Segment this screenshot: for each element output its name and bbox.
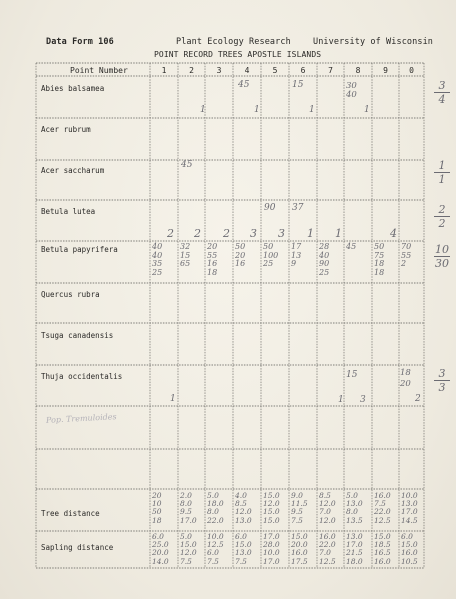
tree-distance-c8-value: 8.0 [346,507,358,517]
lutea-c2: 2 [194,227,201,240]
sapling-distance-c4 [235,533,261,566]
tree-distance-c5-value: 15.0 [263,515,280,525]
sapling-distance-c4-value: 13.0 [235,548,252,558]
column-number-4: 4 [244,66,250,75]
papyrifera-c5 [263,243,289,269]
row-label-thuja: Thuja occidentalis [41,372,123,381]
sapling-distance-c6-value: 17.5 [291,556,308,566]
tree-distance-c0-value: 17.0 [401,507,418,517]
sapling-distance-c0-value: 10.5 [401,556,418,566]
tree-distance-c7-value: 8.5 [319,491,331,500]
tree-distance-c9-value: 12.5 [374,515,391,525]
point-number-header: Point Number [70,66,128,75]
tree-distance-c3-value: 18.0 [207,499,224,509]
column-number-8: 8 [355,66,361,75]
sapling-distance-c9-value: 15.0 [374,532,391,541]
tree-distance-c7-value: 12.0 [319,499,336,509]
papyrifera-c3-value: 16 [207,259,218,268]
abies-c8-top: 30 40 [346,81,357,100]
sapling-distance-c4-value: 6.0 [235,532,247,541]
tree-distance-c3-value: 22.0 [207,515,224,525]
tree-distance-c8-value: 13.0 [346,499,363,509]
thuja-c0-top: 18 20 [400,368,411,389]
sapling-distance-c7-value: 12.5 [319,556,336,566]
papyrifera-c3-value: 20 [207,242,218,251]
papyrifera-c2-value: 15 [180,250,191,260]
tree-distance-c9-value: 16.0 [374,491,391,500]
papyrifera-c2 [180,243,206,269]
sapling-distance-c9-value: 16.5 [374,548,391,558]
tree-distance-c0-value: 10.0 [401,491,418,500]
margin-tally-abies: 3 4 [434,80,450,105]
sapling-distance-c8-value: 13.0 [346,532,363,541]
sapling-distance-c6-value: 20.0 [291,540,308,550]
tree-distance-c7-value: 7.0 [319,507,331,517]
papyrifera-c9 [374,243,400,277]
form-title: POINT RECORD TREES APOSTLE ISLANDS [154,50,322,59]
row-label-tsuga: Tsuga canadensis [41,331,114,340]
tree-distance-c9 [374,492,400,525]
papyrifera-c8 [346,243,372,252]
tree-distance-c2-value: 2.0 [180,491,192,500]
lutea-c5-top: 90 [264,203,276,213]
lutea-c6-top: 37 [292,203,304,213]
column-number-3: 3 [216,66,222,75]
column-number-1: 1 [161,66,167,75]
tree-distance-c7 [319,492,345,525]
sapling-distance-c5-value: 10.0 [263,548,280,558]
sapling-distance-c9 [374,533,400,566]
sapling-distance-c3-value: 6.0 [207,548,219,558]
tree-distance-c1-value: 20 [152,491,162,500]
acer-sacch-c2-top: 45 [181,160,193,170]
tree-distance-c9-value: 22.0 [374,507,391,517]
tree-distance-c2-value: 8.0 [180,499,192,509]
tree-distance-c3 [207,492,233,525]
sapling-distance-c6 [291,533,317,566]
tree-distance-c1 [152,492,178,525]
tree-distance-c1-value: 10 [152,499,162,509]
sapling-distance-c0 [401,533,427,566]
tree-distance-c0 [401,492,427,525]
tree-distance-c5-value: 15.0 [263,491,280,500]
column-number-2: 2 [189,66,194,75]
papyrifera-c5-value: 25 [263,259,274,268]
sapling-distance-c3-value: 12.5 [207,540,224,550]
papyrifera-c4-value: 20 [235,250,246,260]
papyrifera-c4 [235,243,261,269]
papyrifera-c3-value: 18 [207,267,218,277]
lutea-c7: 1 [335,227,342,240]
sapling-distance-c1-value: 20.0 [152,548,169,558]
column-number-7: 7 [328,66,333,75]
form-id: Data Form 106 [46,37,114,47]
sapling-distance-c6-value: 16.0 [291,548,308,558]
handwritten-populus: Pop. Tremuloides [45,412,117,425]
papyrifera-c9-value: 18 [374,259,385,268]
thuja-c9-top: 15 [346,370,358,380]
margin-tally-thuja: 3 3 [434,368,450,393]
institution: University of Wisconsin [313,37,434,47]
tree-distance-c6-value: 9.0 [291,491,303,500]
papyrifera-c9-value: 18 [374,267,385,277]
column-number-0: 0 [409,66,414,75]
papyrifera-c0-value: 55 [401,250,412,260]
thuja-c9-bot: 3 [360,395,366,405]
column-number-9: 9 [383,66,388,75]
lutea-c1: 2 [167,227,174,240]
thuja-c0-bot: 2 [415,394,421,404]
thuja-c8-bot: 1 [338,395,344,405]
papyrifera-c9-value: 50 [374,242,385,251]
lutea-c3: 2 [223,227,230,240]
tree-distance-c8-value: 13.5 [346,515,363,525]
tree-distance-c3-value: 5.0 [207,491,219,500]
tree-distance-c6-value: 11.5 [291,499,308,509]
sapling-distance-c5-value: 28.0 [263,540,280,550]
margin-tally-acer-saccharum: 1 1 [434,160,450,185]
abies-c4-top: 45 [238,80,250,90]
papyrifera-c1-value: 25 [152,267,163,277]
sapling-distance-c9-value: 16.0 [374,556,391,566]
sapling-distance-c0-value: 15.0 [401,540,418,550]
sapling-distance-c2-value: 7.5 [180,556,192,566]
papyrifera-c3-value: 55 [207,250,218,260]
sapling-distance-c3-value: 7.5 [207,556,219,566]
tree-distance-c1-value: 50 [152,507,162,517]
papyrifera-c6-value: 13 [291,250,302,260]
sapling-distance-c5 [263,533,289,566]
papyrifera-c0-value: 2 [401,259,407,268]
sapling-distance-c0-value: 6.0 [401,532,413,541]
papyrifera-c6-value: 17 [291,242,302,251]
papyrifera-c3 [207,243,233,277]
papyrifera-c2-value: 65 [180,259,191,268]
tree-distance-c8-value: 5.0 [346,491,358,500]
sapling-distance-c8-value: 18.0 [346,556,363,566]
sapling-distance-c8 [346,533,372,566]
sapling-distance-c3 [207,533,233,566]
lutea-c5: 3 [278,227,285,240]
tree-distance-c1-value: 18 [152,515,162,525]
thuja-c1-bot: 1 [170,394,176,404]
sapling-distance-c8-value: 21.5 [346,548,363,558]
sapling-distance-c1-value: 14.0 [152,556,169,566]
row-label-acer-rubrum: Acer rubrum [41,125,91,134]
tree-distance-c2-value: 9.5 [180,507,192,517]
sapling-distance-c3-value: 10.0 [207,532,224,541]
papyrifera-c0-value: 70 [401,242,412,251]
tree-distance-c6-value: 7.5 [291,515,303,525]
tree-distance-c5 [263,492,289,525]
column-number-6: 6 [300,66,306,75]
tree-distance-c4-value: 4.0 [235,491,247,500]
tree-distance-c3-value: 8.0 [207,507,219,517]
papyrifera-c6-value: 9 [291,259,297,268]
papyrifera-c4-value: 50 [235,242,246,251]
abies-c2-bot: 1 [200,105,206,115]
sapling-distance-c2-value: 5.0 [180,532,192,541]
tree-distance-c4-value: 13.0 [235,515,252,525]
tree-distance-c5-value: 15.0 [263,507,280,517]
sapling-distance-c2 [180,533,206,566]
row-label-abies: Abies balsamea [41,84,105,93]
row-label-betula-papyrifera: Betula papyrifera [41,245,118,254]
tree-distance-c4-value: 12.0 [235,507,252,517]
tree-distance-c9-value: 7.5 [374,499,386,509]
sapling-distance-c5-value: 17.0 [263,556,280,566]
sapling-distance-c2-value: 12.0 [180,548,197,558]
sapling-distance-c7 [319,533,345,566]
sapling-distance-c6-value: 15.0 [291,532,308,541]
lutea-c6: 1 [307,227,314,240]
tree-distance-c7-value: 12.0 [319,515,336,525]
sapling-distance-c9-value: 18.5 [374,540,391,550]
sapling-distance-c7-value: 22.0 [319,540,336,550]
tree-distance-c0-value: 14.5 [401,515,418,525]
row-label-betula-lutea: Betula lutea [41,207,96,216]
papyrifera-c1-value: 35 [152,259,163,268]
papyrifera-c7-value: 25 [319,267,330,277]
margin-tally-betula-papyrifera: 10 30 [435,243,449,270]
abies-c6-top: 15 [292,80,304,90]
papyrifera-c7 [319,243,345,277]
papyrifera-c7-value: 40 [319,250,330,260]
abies-c4-bot: 1 [254,105,260,115]
papyrifera-c9-value: 75 [374,250,385,260]
tree-distance-c5-value: 12.0 [263,499,280,509]
papyrifera-c1 [152,243,178,277]
papyrifera-c5-value: 100 [263,250,279,260]
sapling-distance-c1-value: 25.0 [152,540,169,550]
papyrifera-c5-value: 50 [263,242,274,251]
tree-distance-c2 [180,492,206,525]
papyrifera-c7-value: 28 [319,242,330,251]
sapling-distance-c4-value: 7.5 [235,556,247,566]
lutea-c4: 3 [250,227,257,240]
tree-distance-c2-value: 17.0 [180,515,197,525]
sapling-distance-c0-value: 16.0 [401,548,418,558]
department: Plant Ecology Research [176,37,291,47]
tree-distance-c6 [291,492,317,525]
row-label-tree-distance: Tree distance [41,509,100,518]
papyrifera-c8-value: 45 [346,242,357,251]
margin-tally-betula-lutea: 2 2 [434,204,450,229]
sapling-distance-c2-value: 15.0 [180,540,197,550]
row-label-acer-saccharum: Acer saccharum [41,166,105,175]
papyrifera-c7-value: 90 [319,259,330,268]
sapling-distance-c5-value: 17.0 [263,532,280,541]
papyrifera-c2-value: 32 [180,242,191,251]
row-label-quercus: Quercus rubra [41,290,100,299]
tree-distance-c4 [235,492,261,525]
papyrifera-c0 [401,243,427,269]
lutea-c9: 4 [390,227,397,240]
sapling-distance-c1 [152,533,178,566]
row-label-sapling-distance: Sapling distance [41,543,114,552]
tree-distance-c6-value: 9.5 [291,507,303,517]
tree-distance-c8 [346,492,372,525]
sapling-distance-c1-value: 6.0 [152,532,164,541]
tree-distance-c0-value: 13.0 [401,499,418,509]
papyrifera-c6 [291,243,317,269]
column-number-5: 5 [272,66,278,75]
papyrifera-c1-value: 40 [152,250,163,260]
tree-distance-c4-value: 8.5 [235,499,247,509]
sapling-distance-c7-value: 7.0 [319,548,331,558]
sapling-distance-c7-value: 16.0 [319,532,336,541]
sapling-distance-c8-value: 17.0 [346,540,363,550]
abies-c6-bot: 1 [309,105,315,115]
abies-c8-bot: 1 [364,105,370,115]
sapling-distance-c4-value: 15.0 [235,540,252,550]
papyrifera-c4-value: 16 [235,259,246,268]
papyrifera-c1-value: 40 [152,242,163,251]
